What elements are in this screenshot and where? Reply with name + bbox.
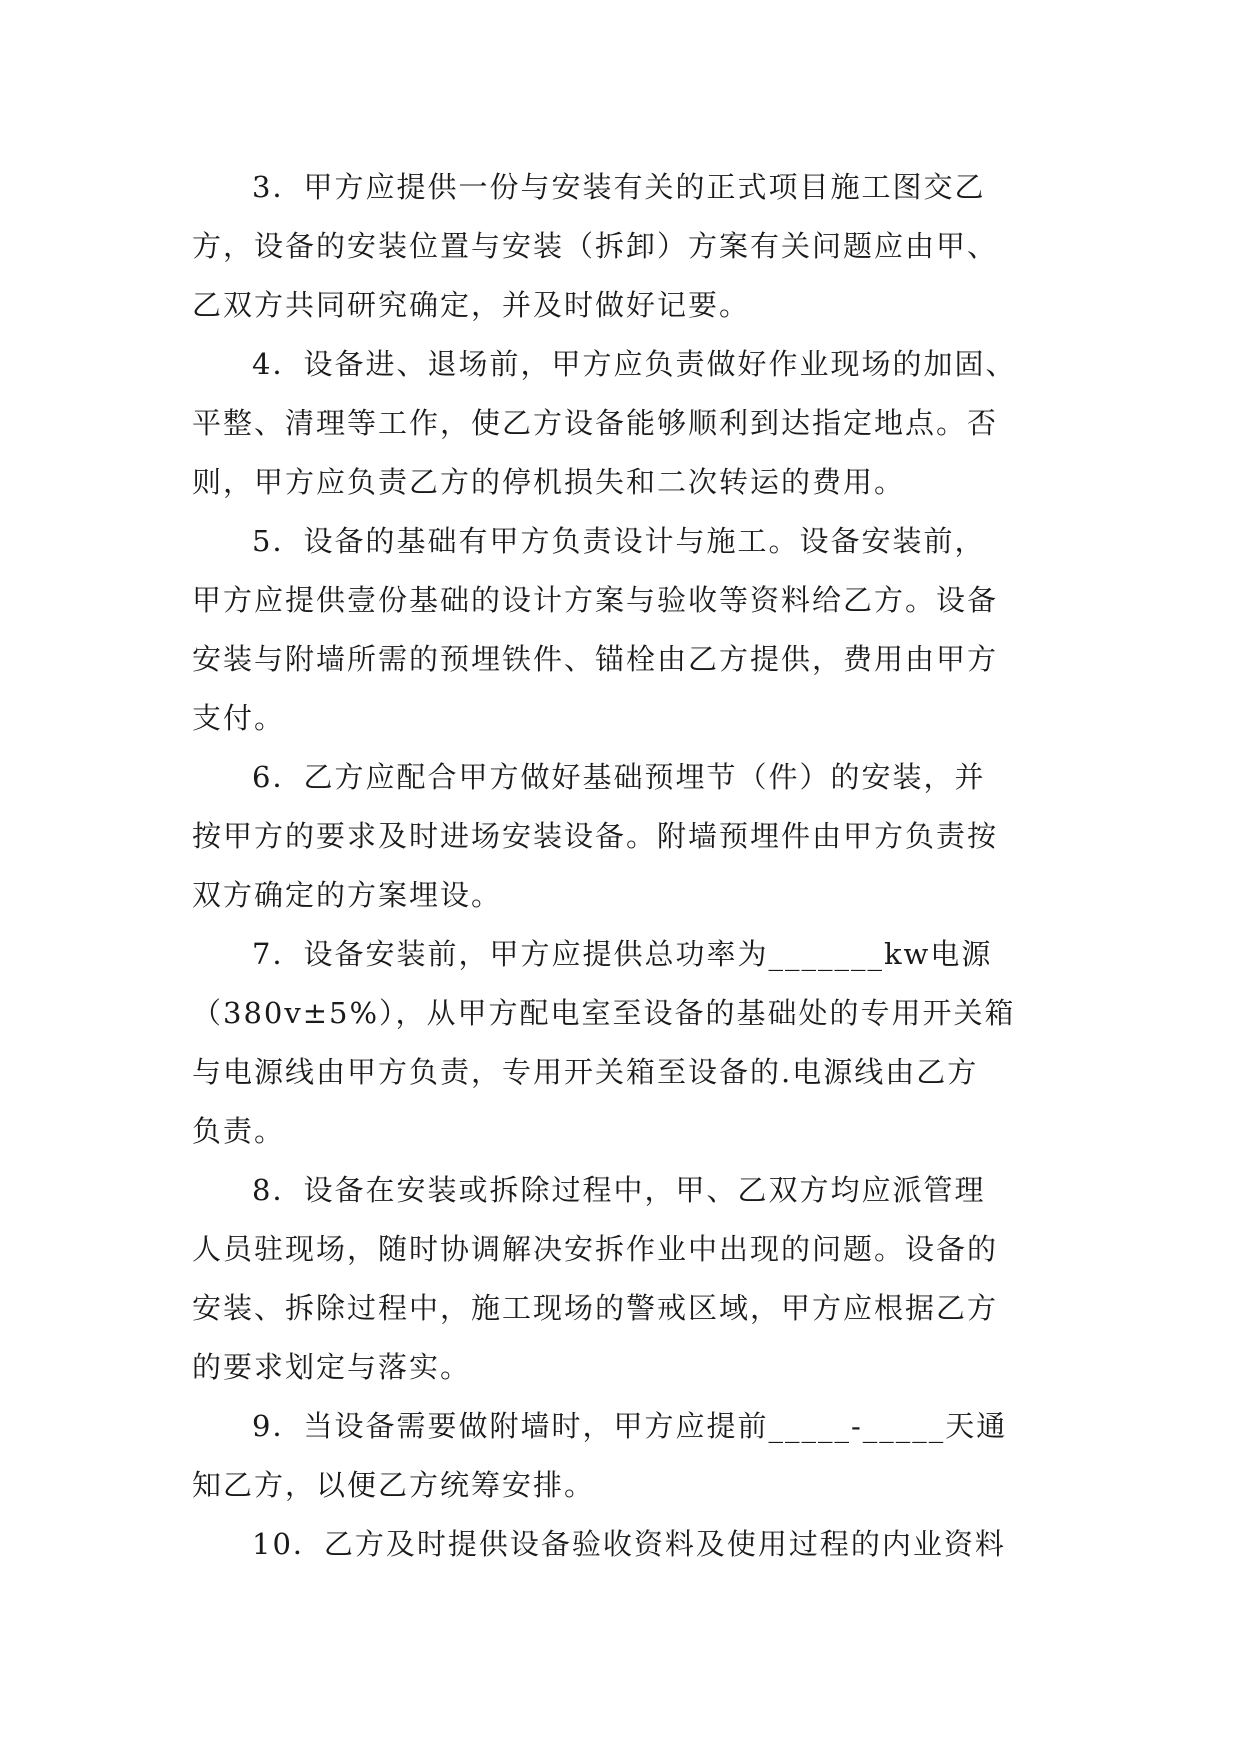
text-line: 3．甲方应提供一份与安装有关的正式项目施工图交乙	[252, 170, 986, 204]
text-line: 则，甲方应负责乙方的停机损失和二次转运的费用。	[192, 465, 906, 499]
text-line: 的要求划定与落实。	[192, 1350, 472, 1384]
text-line: 甲方应提供壹份基础的设计方案与验收等资料给乙方。设备	[192, 583, 999, 617]
text-line: 10．乙方及时提供设备验收资料及使用过程的内业资料	[252, 1527, 1006, 1561]
text-line: 双方确定的方案埋设。	[192, 878, 503, 912]
text-line: 按甲方的要求及时进场安装设备。附墙预埋件由甲方负责按	[192, 819, 999, 853]
clause-5	[192, 512, 1052, 748]
clause-4	[192, 335, 1052, 512]
clause-3	[192, 158, 1052, 335]
text-line: 5．设备的基础有甲方负责设计与施工。设备安装前，	[252, 524, 986, 558]
text-line: 方，设备的安装位置与安装（拆卸）方案有关问题应由甲、	[192, 229, 999, 263]
text-line: 负责。	[192, 1114, 286, 1148]
text-line: （380v±5%），从甲方配电室至设备的基础处的专用开关箱	[192, 996, 1016, 1030]
clause-8	[192, 1161, 1052, 1397]
text-line: 6．乙方应配合甲方做好基础预埋节（件）的安装，并	[252, 760, 986, 794]
clause-10	[192, 1515, 1052, 1574]
clause-7	[192, 925, 1052, 1161]
text-line: 知乙方，以便乙方统筹安排。	[192, 1468, 596, 1502]
text-line: 8．设备在安装或拆除过程中，甲、乙双方均应派管理	[252, 1173, 986, 1207]
text-line: 4．设备进、退场前，甲方应负责做好作业现场的加固、	[252, 347, 1017, 381]
clause-6	[192, 748, 1052, 925]
text-line: 9．当设备需要做附墙时，甲方应提前_____-_____天通	[252, 1409, 1008, 1443]
text-line: 平整、清理等工作，使乙方设备能够顺利到达指定地点。否	[192, 406, 999, 440]
text-line: 乙双方共同研究确定，并及时做好记要。	[192, 288, 751, 322]
clause-9	[192, 1397, 1052, 1515]
text-line: 人员驻现场，随时协调解决安拆作业中出现的问题。设备的	[192, 1232, 999, 1266]
text-line: 与电源线由甲方负责，专用开关箱至设备的.电源线由乙方	[192, 1055, 979, 1089]
text-line: 7．设备安装前，甲方应提供总功率为_______kw电源	[252, 937, 993, 971]
contract-body	[192, 158, 1052, 1574]
text-line: 支付。	[192, 701, 286, 735]
text-line: 安装与附墙所需的预埋铁件、锚栓由乙方提供，费用由甲方	[192, 642, 999, 676]
text-line: 安装、拆除过程中，施工现场的警戒区域，甲方应根据乙方	[192, 1291, 999, 1325]
